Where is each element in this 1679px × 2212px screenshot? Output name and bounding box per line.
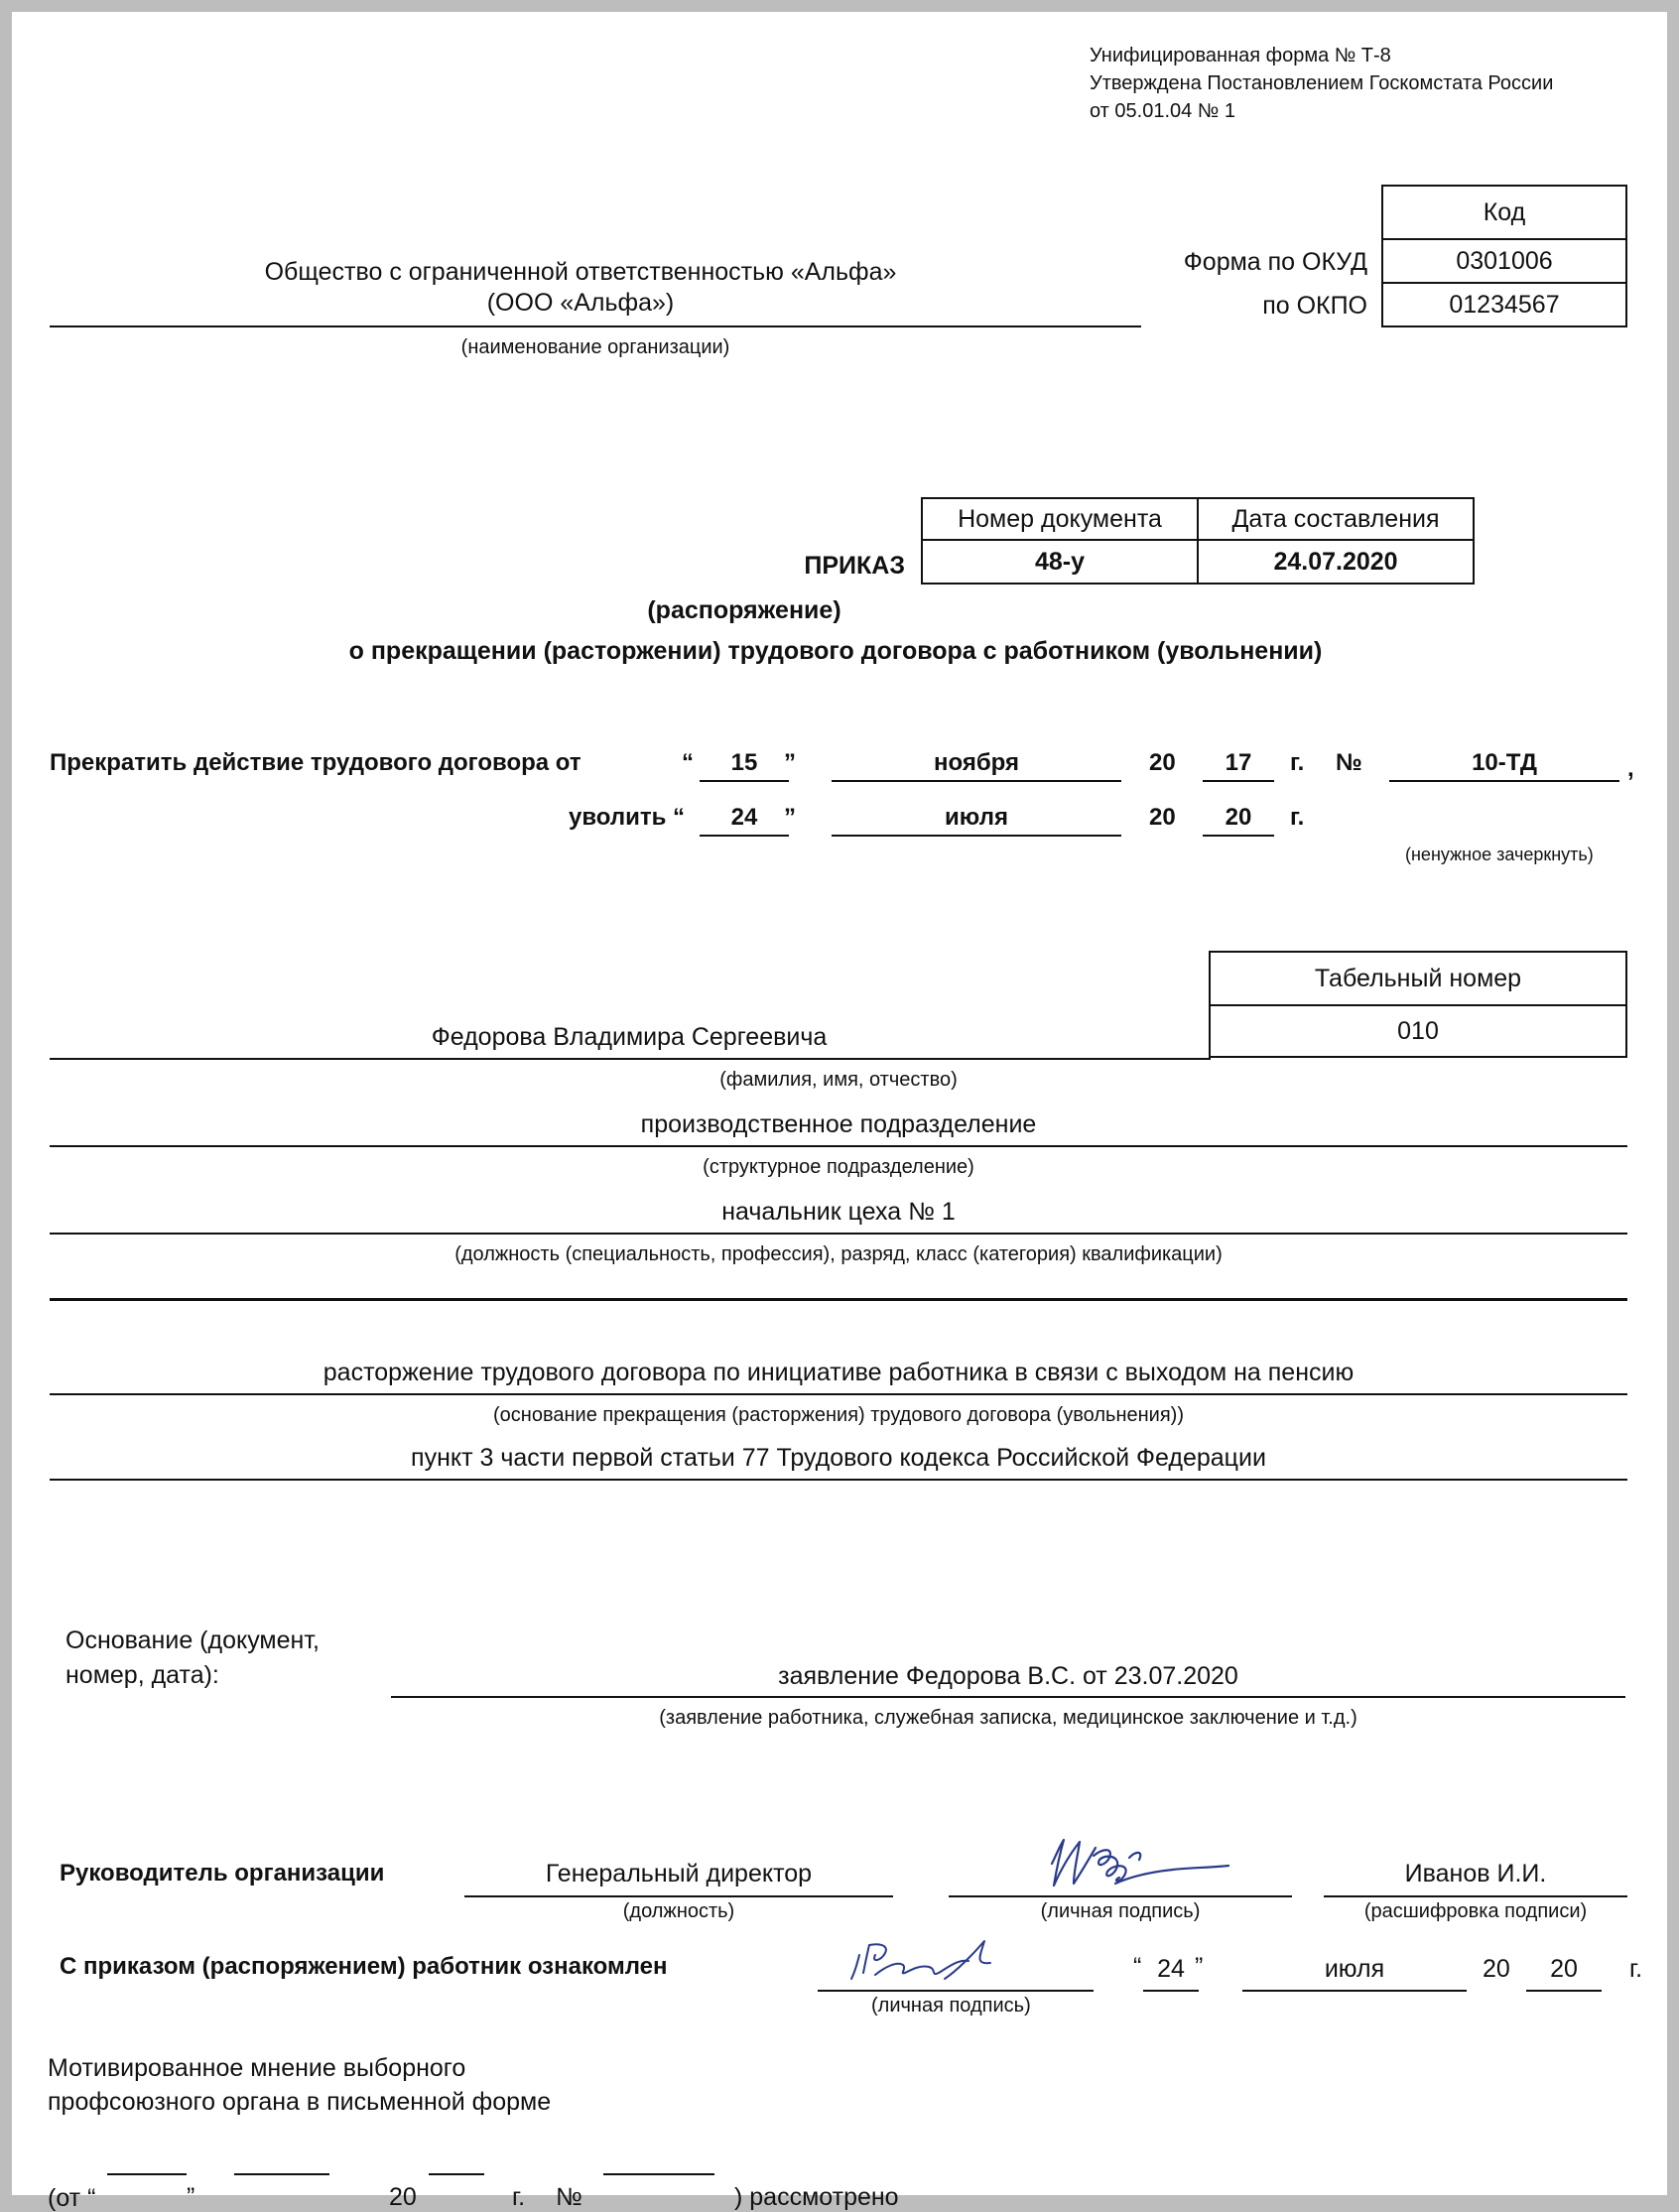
okpo-value: 01234567: [1382, 283, 1626, 326]
codes-head: Код: [1382, 186, 1626, 239]
employee-name: Федорова Владимира Сергеевича: [431, 1023, 828, 1051]
dismiss-day: 24: [730, 804, 758, 831]
position-caption: (должность (специальность, профессия), разряд, класс (категория) квалификации): [454, 1243, 1223, 1265]
contract-number-sign: №: [1336, 749, 1362, 776]
doc-date-head: Дата составления: [1198, 498, 1474, 540]
union-number-line: [603, 2173, 714, 2175]
contract-day-line: [700, 780, 789, 782]
doc-number: 48-у: [922, 540, 1198, 584]
head-name-caption: (расшифровка подписи): [1363, 1900, 1588, 1922]
head-name: Иванов И.И.: [1404, 1860, 1547, 1887]
doc-number-head: Номер документа: [922, 498, 1198, 540]
legal-basis-line: [50, 1479, 1627, 1481]
union-year-line: [429, 2173, 484, 2175]
union-tail: ) рассмотрено: [734, 2183, 899, 2211]
contract-month-line: [832, 780, 1121, 782]
contract-comma: ,: [1627, 755, 1634, 782]
head-position-line: [464, 1895, 893, 1897]
acknowledged-label: С приказом (распоряжением) работник ознакомлен: [60, 1953, 668, 1980]
form-approval-date: от 05.01.04 № 1: [1090, 100, 1235, 122]
legal-basis: пункт 3 части первой статьи 77 Трудового кодекса Российской Федерации: [411, 1444, 1266, 1472]
okpo-label: по ОКПО: [1262, 292, 1367, 320]
document-sheet: [12, 12, 1667, 2212]
doc-table: [921, 497, 1475, 585]
ack-year-suffix: 20: [1550, 1955, 1578, 1983]
form-title: Унифицированная форма № Т-8: [1090, 45, 1391, 66]
head-position-caption: (должность): [622, 1900, 735, 1922]
head-position: Генеральный директор: [545, 1860, 813, 1887]
ack-close-quote: ”: [1195, 1953, 1204, 1981]
contract-year-prefix: 20: [1149, 749, 1176, 776]
union-month-line: [234, 2173, 329, 2175]
dismiss-month: июля: [945, 804, 1008, 831]
ack-month: июля: [1324, 1955, 1385, 1983]
head-signature: [1034, 1834, 1242, 1903]
doc-title: ПРИКАЗ: [804, 552, 905, 580]
union-from: (от “: [48, 2184, 96, 2212]
contract-number-line: [1389, 780, 1619, 782]
employee-name-caption: (фамилия, имя, отчество): [719, 1069, 958, 1091]
ack-day-line: [1143, 1990, 1199, 1992]
ack-open-quote: “: [1133, 1953, 1142, 1981]
organization-short-name: (ООО «Альфа»): [486, 289, 675, 317]
organization-caption: (наименование организации): [460, 336, 730, 358]
position-line: [50, 1233, 1627, 1235]
head-name-line: [1324, 1895, 1627, 1897]
union-year-mark: г.: [512, 2183, 526, 2211]
dismiss-close-quote: ”: [784, 804, 796, 831]
dismiss-month-line: [832, 835, 1121, 837]
doc-date: 24.07.2020: [1198, 540, 1474, 584]
organization-name: Общество с ограниченной ответственностью «Альфа»: [264, 258, 897, 286]
dismiss-year-mark: г.: [1290, 804, 1305, 831]
contract-year-suffix: 17: [1225, 749, 1252, 776]
contract-close-quote: ”: [784, 749, 796, 776]
blank-line: [50, 1298, 1627, 1301]
contract-number: 10-ТД: [1472, 749, 1537, 776]
division-line: [50, 1145, 1627, 1147]
dismiss-year-prefix: 20: [1149, 804, 1176, 831]
basis-value: заявление Федорова В.С. от 23.07.2020: [778, 1662, 1238, 1690]
okud-value: 0301006: [1382, 239, 1626, 283]
ack-year-line: [1526, 1990, 1602, 1992]
head-signature-line: [949, 1895, 1292, 1897]
tab-number-head: Табельный номер: [1210, 952, 1626, 1005]
employee-name-line: [50, 1058, 1211, 1060]
organization-line: [50, 325, 1141, 327]
dismiss-year-line: [1203, 835, 1274, 837]
basis-label-2: номер, дата):: [65, 1661, 219, 1689]
doc-subtitle: (распоряжение): [647, 596, 841, 624]
contract-day: 15: [730, 749, 758, 776]
ack-day: 24: [1157, 1955, 1185, 1983]
dismissal-reason: расторжение трудового договора по инициативе работника в связи с выходом на пенсию: [323, 1359, 1355, 1386]
employee-signature: [845, 1935, 1024, 1995]
tab-number: 010: [1210, 1005, 1626, 1057]
contract-month: ноября: [933, 749, 1019, 776]
ack-year-mark: г.: [1629, 1955, 1643, 1983]
contract-open-quote: “: [682, 749, 694, 776]
dismiss-label: уволить “: [568, 804, 685, 831]
form-approval: Утверждена Постановлением Госкомстата России: [1090, 72, 1554, 94]
ack-year-prefix: 20: [1483, 1955, 1510, 1983]
doc-subject: о прекращении (расторжении) трудового договора с работником (увольнении): [348, 637, 1323, 665]
tab-number-table: [1209, 951, 1627, 1058]
dismiss-note: (ненужное зачеркнуть): [1405, 845, 1594, 864]
division: производственное подразделение: [640, 1110, 1037, 1138]
contract-label: Прекратить действие трудового договора от: [50, 749, 581, 776]
basis-label-1: Основание (документ,: [65, 1626, 320, 1654]
division-caption: (структурное подразделение): [703, 1156, 974, 1178]
union-opinion-1: Мотивированное мнение выборного: [48, 2054, 466, 2082]
employee-signature-caption: (личная подпись): [871, 1995, 1031, 2017]
head-signature-caption: (личная подпись): [1040, 1900, 1201, 1922]
contract-year-mark: г.: [1290, 749, 1305, 776]
dismiss-day-line: [700, 835, 789, 837]
dismissal-reason-caption: (основание прекращения (расторжения) трудового договора (увольнения)): [493, 1404, 1184, 1426]
union-year-prefix: 20: [389, 2183, 417, 2211]
basis-value-line: [391, 1696, 1625, 1698]
basis-caption: (заявление работника, служебная записка, медицинское заключение и т.д.): [659, 1707, 1357, 1729]
union-number-sign: №: [556, 2183, 582, 2211]
position: начальник цеха № 1: [721, 1198, 956, 1226]
union-day-line: [107, 2173, 187, 2175]
contract-year-line: [1203, 780, 1274, 782]
dismissal-reason-line: [50, 1393, 1627, 1395]
codes-table: [1381, 185, 1627, 327]
okud-label: Форма по ОКУД: [1183, 248, 1367, 276]
union-opinion-2: профсоюзного органа в письменной форме: [48, 2088, 552, 2116]
union-close-quote: ”: [187, 2183, 195, 2211]
head-of-org-label: Руководитель организации: [60, 1860, 385, 1887]
employee-signature-line: [818, 1990, 1094, 1992]
ack-month-line: [1242, 1990, 1467, 1992]
dismiss-year-suffix: 20: [1225, 804, 1252, 831]
